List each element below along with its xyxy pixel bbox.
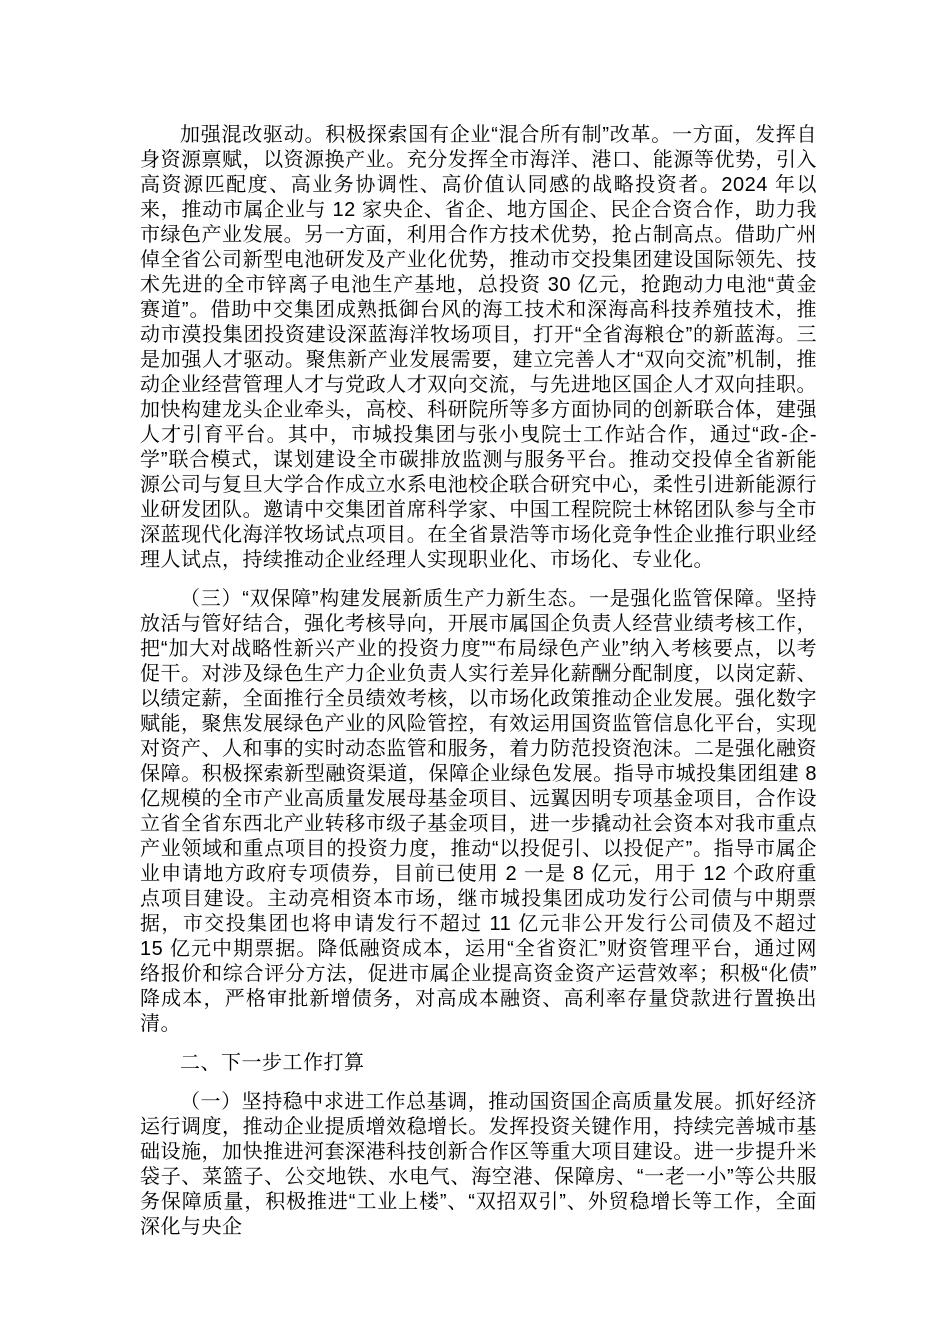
section-heading: 二、下一步工作打算 (180, 1052, 365, 1074)
paragraph: 加强混改驱动。积极探索国有企业“混合所有制”改革。一方面，发挥自身资源禀赋，以资源换产业。充分发挥全市海洋、港口、能源等优势，引入高资源匹配度、高业务协调性、高价值认同感的战略投资者。2024 年以来，推动市属企业与 12 家央企、省企、地方国企、民企合资合作，助力我市绿色产业发展。另一方面，利用合作方技术优势，抢占制高点。借助广州倬全省公司新型电池研发及产业化优势，推动市交投集团建设国际领先、技术先进的全市锌离子电池生产基地，总投资 30 亿元，抢跑动力电池“黄金赛道”。借助中交集团成熟抵御台风的海工技术和深海高科技养殖技术，推动市漠投集团投资建设深蓝海洋牧场项目，打开“全省海粮仓”的新蓝海。三是加强人才驱动。聚焦新产业发展需要，建立完善人才“双向交流”机制，推动企业经营管理人才与党政人才双向交流，与先进地区国企人才双向挂职。加快构建龙头企业牵头，高校、科研院所等多方面协同的创新联合体，建强人才引育平台。其中，市城投集团与张小曳院士工作站合作，通过“政-企-学”联合模式，谋划建设全市碳排放监测与服务平台。推动交投倬全省新能源公司与复旦大学合作成立水系电池校企联合研究中心，柔性引进新能源行业研发团队。邀请中交集团首席科学家、中国工程院院士林铭团队参与全市深蓝现代化海洋牧场试点项目。在全省景浩等市场化竞争性企业推行职业经理人试点，持续推动企业经理人实现职业化、市场化、专业化。 (140, 124, 817, 571)
document-content (140, 123, 817, 1240)
paragraph: （一）坚持稳中求进工作总基调，推动国资国企高质量发展。抓好经济运行调度，推动企业提质增效稳增长。发挥投资关键作用，持续完善城市基础设施，加快推进河套深港科技创新合作区等重大项目建设。进一步提升米袋子、菜篮子、公交地铁、水电气、海空港、保障房、“一老一小”等公共服务保障质量，积极推进“工业上楼”、“双招双引”、外贸稳增长等工作，全面深化与央企 (140, 1091, 817, 1238)
paragraph: （三）“双保障”构建发展新质生产力新生态。一是强化监管保障。坚持放活与管好结合，强化考核导向，开展市属国企负责人经营业绩考核工作，把“加大对战略性新兴产业的投资力度”“布局绿色产业”纳入考核要点，以考促干。对涉及绿色生产力企业负责人实行差异化薪酬分配制度，以岗定薪、以绩定薪，全面推行全员绩效考核，以市场化政策推动企业发展。强化数字赋能，聚焦发展绿色产业的风险管控，有效运用国资监管信息化平台，实现对资产、人和事的实时动态监管和服务，着力防范投资泡沫。二是强化融资保障。积极探索新型融资渠道，保障企业绿色发展。指导市城投集团组建 8 亿规模的全市产业高质量发展母基金项目、远翼因明专项基金项目，合作设立省全省东西北产业转移市级子基金项目，进一步撬动社会资本对我市重点产业领域和重点项目的投资力度，推动“以投促引、以投促产”。指导市属企业申请地方政府专项债券，目前已使用 2 一是 8 亿元，用于 12 个政府重点项目建设。主动亮相资本市场，继市城投集团成功发行公司债与中期票据，市交投集团也将申请发行不超过 11 亿元非公开发行公司债及不超过 15 亿元中期票据。降低融资成本，运用“全省资汇”财资管理平台，通过网络报价和综合评分方法，促进市属企业提高资金资产运营效率；积极“化债”降成本，严格审批新增债务，对高成本融资、高利率存量贷款进行置换出清。 (140, 588, 817, 1035)
